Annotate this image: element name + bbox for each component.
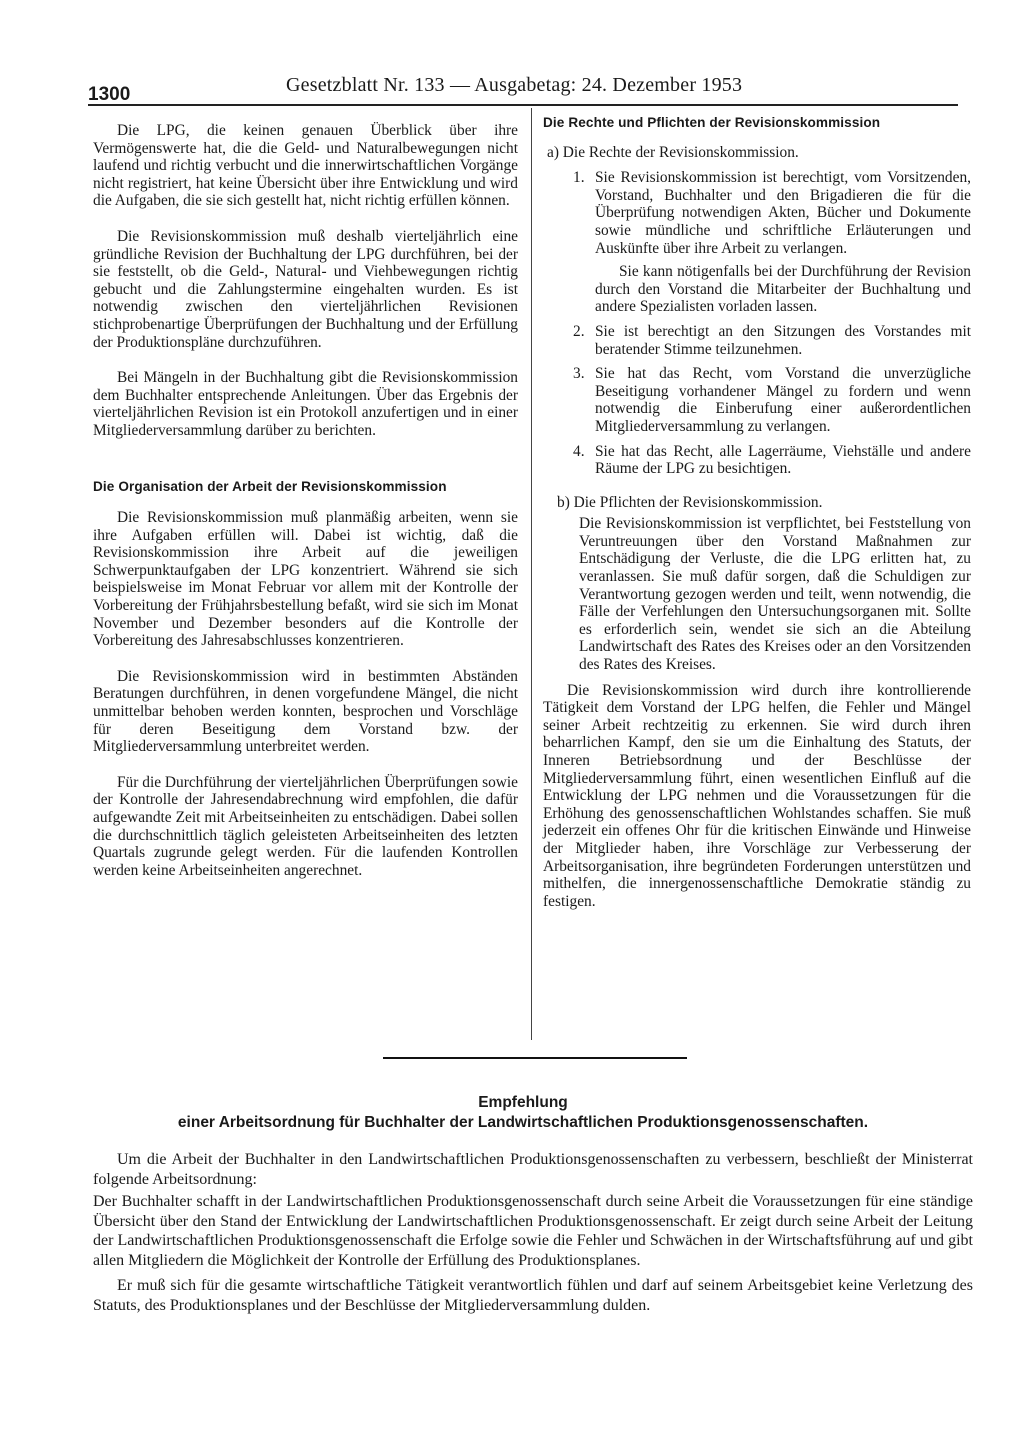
list-item <box>573 365 971 435</box>
paragraph: Bei Mängeln in der Buchhaltung gibt die Revisionskommission dem Buchhalter entsprechende Anleitungen. Über das Ergebnis der vierteljährlichen Revision ist ein Protokoll anzufertigen und in einer Mitgliederversammlung darüber zu berichten. <box>93 369 518 439</box>
list-item-text: Sie hat das Recht, alle Lagerräume, Viehställe und andere Räume der LPG zu besichtigen. <box>595 442 971 478</box>
list-item-text: Sie Revisionskommission ist berechtigt, vom Vorsitzenden, Vorstand, Buchhalter und den Brigadieren die für die Überprüfung notwendigen Akten, Bücher und Dokumente sowie mündliche und schriftliche Erläuterungen und Auskünfte über ihre Arbeit zu verlangen. <box>595 169 971 257</box>
paragraph: Er muß sich für die gesamte wirtschaftliche Tätigkeit verantwortlich fühlen und darf auf seinem Arbeitsgebiet keine Verletzung des Statuts, des Produktionsplanes und der Beschlüsse der Mitgliederversammlung dulden. <box>93 1277 973 1314</box>
right-column <box>543 114 971 910</box>
subsection-heading: a) Die Rechte der Revisionskommission. <box>547 143 799 161</box>
list-item <box>573 169 971 316</box>
paragraph: Die Revisionskommission wird durch ihre kontrollierende Tätigkeit dem Vorstand der LPG helfen, die Fehler und Mängel seiner Arbeit rechtzeitig zu erkennen. Sie wird durch ihren beharrlichen Kampf, den sie um die Einhaltung des Statuts, der Inneren Betriebsordnung und der Beschlüsse der Mitgliederversammlung führt, einen wesentlichen Einfluß auf die Entwicklung der LPG nehmen und die Voraussetzungen für die Erhöhung des genossenschaftlichen Wohlstandes schaffen. Sie muß jederzeit ein offenes Ohr für die kritischen Einwände und Hinweise der Mitglieder haben, ihre Vorschläge zur Verbesserung der Arbeitsorganisation, ihre begründeten Forderungen unterstützen und mithelfen, die innergenossenschaftliche Demokratie ständig zu festigen. <box>543 681 971 910</box>
section-heading: Die Organisation der Arbeit der Revisionskommission <box>93 478 447 494</box>
subsection-heading: b) Die Pflichten der Revisionskommission. <box>557 493 823 511</box>
paragraph: Die Revisionskommission ist verpflichtet, bei Feststellung von Veruntreuungen über den Vorstand Maßnahmen zur Entschädigung der Verluste, die die LPG erlitten hat, zu veranlassen. Sie muß dafür sorgen, daß die Schuldigen zur Verantwortung gezogen werden und teilt, wenn notwendig, die Fälle der Verfehlungen den Untersuchungsorganen mit. Sollte es erforderlich sein, wendet sie sich an die Abteilung Landwirtschaft des Rates des Kreises oder an den Vorsitzenden des Rates des Kreises. <box>579 515 971 674</box>
list-number: 4. <box>573 442 585 460</box>
section-divider <box>383 1057 687 1059</box>
page-header <box>88 74 958 106</box>
list-item-text: Sie ist berechtigt an den Sitzungen des Vorstandes mit beratender Stimme teilzunehmen. <box>595 322 971 358</box>
list-item-text: Sie hat das Recht, vom Vorstand die unverzügliche Beseitigung vorhandener Mängel zu fordern und wenn notwendig die Einberufung einer außerordentlichen Mitgliederversammlung zu verlangen. <box>595 365 971 435</box>
list-item <box>573 323 971 358</box>
rights-list <box>573 169 971 478</box>
section-heading: Die Rechte und Pflichten der Revisionskommission <box>543 115 881 130</box>
paragraph: Die Revisionskommission muß deshalb vierteljährlich eine gründliche Revision der Buchhaltung der LPG durchführen, bei der sie feststellt, ob die Geld-, Natural- und Viehbewegungen richtig gebucht und die Zahlungstermine eingehalten wurden. Es ist notwendig zwischen den vierteljährlichen Revisionen stichprobenartige Überprüfungen der Buchhaltung und der Erfüllung der Produktionspläne durchzuführen. <box>93 227 518 351</box>
list-item-extra: Sie kann nötigenfalls bei der Durchführung der Revision durch den Vorstand die Mitarbeiter der Buchhaltung und andere Spezialisten vorladen lassen. <box>595 263 971 316</box>
recommendation-subtitle: einer Arbeitsordnung für Buchhalter der Landwirtschaftlichen Produktionsgenossenschaften. <box>177 1114 869 1131</box>
paragraph: Für die Durchführung der vierteljährlichen Überprüfungen sowie der Kontrolle der Jahresendabrechnung wird empfohlen, die dafür aufgewandte Zeit mit Arbeitseinheiten zu entschädigen. Dabei sollen die durchschnittlich täglich geleisteten Arbeitseinheiten des letzten Quartals zugrunde gelegt werden. Für die laufenden Kontrollen werden keine Arbeitseinheiten angerechnet. <box>93 773 518 879</box>
left-column <box>93 122 518 879</box>
column-divider <box>531 108 532 1040</box>
paragraph: Der Buchhalter schafft in der Landwirtschaftlichen Produktionsgenossenschaft durch seine Arbeit die Voraussetzungen für eine ständige Übersicht über den Stand der Entwicklung der Landwirtschaftlichen Produktionsgenossenschaft. Er zeigt durch seine Arbeit der Leitung der Landwirtschaftlichen Produktionsgenossenschaft die Erfolge sowie die Fehler und Schwächen in der Wirtschaftsführung auf und gibt allen Mitgliedern die Möglichkeit der Kontrolle der Erfüllung des Produktionsplanes. <box>93 1193 973 1269</box>
paragraph: Die Revisionskommission muß planmäßig arbeiten, wenn sie ihre Aufgaben erfüllen will. Dabei ist wichtig, daß die Revisionskommission ihre Arbeit auf die jeweiligen Schwerpunktaufgaben der LPG konzentriert. Während sie sich beispielsweise im Monat Februar vor allem mit der Kontrolle der Vorbereitung der Frühjahrsbestellung befaßt, wird sie sich im Monat November und Dezember besonders auf die Kontrolle der Vorbereitung des Jahresabschlusses konzentrieren. <box>93 509 518 650</box>
paragraph: Die LPG, die keinen genauen Überblick über ihre Vermögenswerte hat, die die Geld- und Naturalbewegungen nicht laufend und richtig verbucht und die innerwirtschaftlichen Vorgänge nicht registriert, hat keine Übersicht über ihre Entwicklung und wird die Aufgaben, die sie sich gestellt hat, nicht richtig erfüllen können. <box>93 122 518 210</box>
paragraph: Um die Arbeit der Buchhalter in den Landwirtschaftlichen Produktionsgenossenschaften zu verbessern, beschließt der Ministerrat folgende Arbeitsordnung: <box>93 1151 973 1188</box>
running-head: Gesetzblatt Nr. 133 — Ausgabetag: 24. Dezember 1953 <box>286 74 743 96</box>
page-number: 1300 <box>88 84 131 105</box>
list-number: 2. <box>573 322 585 340</box>
list-item <box>573 443 971 478</box>
paragraph: Die Revisionskommission wird in bestimmten Abständen Beratungen durchführen, in denen vorgefundene Mängel, die nicht unmittelbar behoben werden konnten, besprochen und Vorschläge für deren Beseitigung dem Vorstand bzw. der Mitgliederversammlung unterbreitet werden. <box>93 667 518 756</box>
list-number: 1. <box>573 169 585 187</box>
list-number: 3. <box>573 365 585 383</box>
recommendation-title: Empfehlung <box>478 1094 568 1111</box>
recommendation-body <box>93 1150 973 1318</box>
